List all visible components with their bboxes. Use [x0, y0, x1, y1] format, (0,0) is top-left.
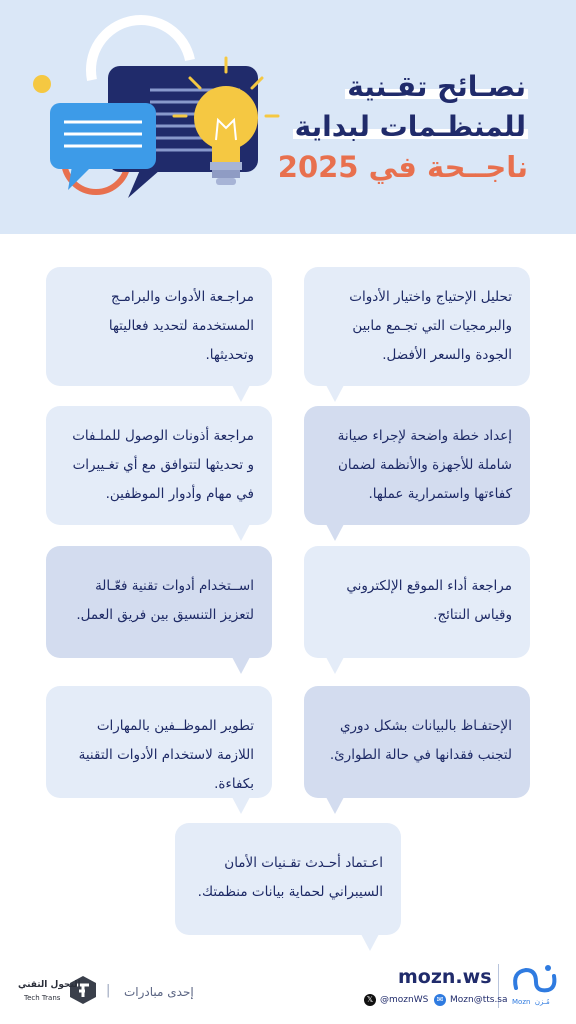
bubble-tail [326, 657, 344, 674]
tip-bubble [304, 267, 530, 386]
tip-bubble [304, 546, 530, 658]
tip-text: مراجعة أذونات الوصول للملـفات و تحديثها لتتوافق مع أي تغـييرات في مهام وأدوار الموظفين. [72, 428, 254, 502]
website-link[interactable]: mozn.ws [398, 966, 492, 988]
divider: | [106, 983, 111, 998]
chat-bubbles-icon [0, 0, 300, 230]
tip-text: اســتخدام أدوات تقنية فعّـالة لتعزيز التنسيق بين فريق العمل. [76, 578, 254, 623]
tip-bubble [46, 546, 272, 658]
mozn-logo-icon [508, 960, 564, 1000]
bubble-tail [361, 934, 379, 951]
bubble-tail [326, 524, 344, 541]
bubble-tail [232, 385, 250, 402]
twitter-text: @moznWS [380, 995, 429, 1005]
tip-text: مراجـعة الأدوات والبرامـج المستخدمة لتحديد فعاليتها وتحديثها. [108, 289, 254, 363]
tip-text: مراجعة أداء الموقع الإلكتروني وقياس النتائج. [346, 578, 512, 623]
email-text: Mozn@tts.sa [450, 995, 508, 1005]
tip-bubble [304, 406, 530, 525]
tip-text: تطوير الموظــفين بالمهارات اللازمة لاستخدام الأدوات التقنية بكفاءة. [78, 718, 254, 792]
bubble-tail [326, 797, 344, 814]
tip-text: الإحتفـاظ بالبيانات بشكل دوري لتجنب فقدانها في حالة الطوارئ. [329, 718, 512, 763]
twitter-icon: 𝕏 [364, 994, 376, 1006]
brand-label: Mozn مُـزن [512, 998, 550, 1006]
tip-bubble [46, 686, 272, 798]
title-line-2: للمنظـمات لبداية [294, 110, 526, 143]
bubble-tail [326, 385, 344, 402]
title-line-3: ناجــحة في 2025 [277, 150, 528, 184]
initiative-text: إحدى مبادرات [124, 985, 194, 999]
tip-text: اعـتماد أحـدث تقـنيات الأمان السيبراني لحماية بيانات منظمتك. [197, 855, 383, 900]
email-contact[interactable] [434, 994, 508, 1006]
email-icon: ✉ [434, 994, 446, 1006]
tip-bubble [175, 823, 401, 935]
tip-bubble [46, 267, 272, 386]
bubble-tail [232, 657, 250, 674]
partner-name-ar: التحول التقني [18, 980, 81, 990]
tip-bubble [304, 686, 530, 798]
partner-name-en: Tech Trans [24, 994, 61, 1002]
twitter-contact[interactable] [364, 994, 428, 1006]
bubble-tail [232, 797, 250, 814]
bubble-tail [232, 524, 250, 541]
title-line-1: نصـائح تقـنية [347, 70, 526, 103]
tip-text: إعداد خطة واضحة لإجراء صيانة شاملة للأجهزة والأنظمة لضمان كفاءتها واستمرارية عملها. [337, 428, 512, 502]
tip-text: تحليل الإحتياج واختيار الأدوات والبرمجيات التي تجـمع مابين الجودة والسعر الأفضل. [349, 289, 512, 363]
tip-bubble [46, 406, 272, 525]
